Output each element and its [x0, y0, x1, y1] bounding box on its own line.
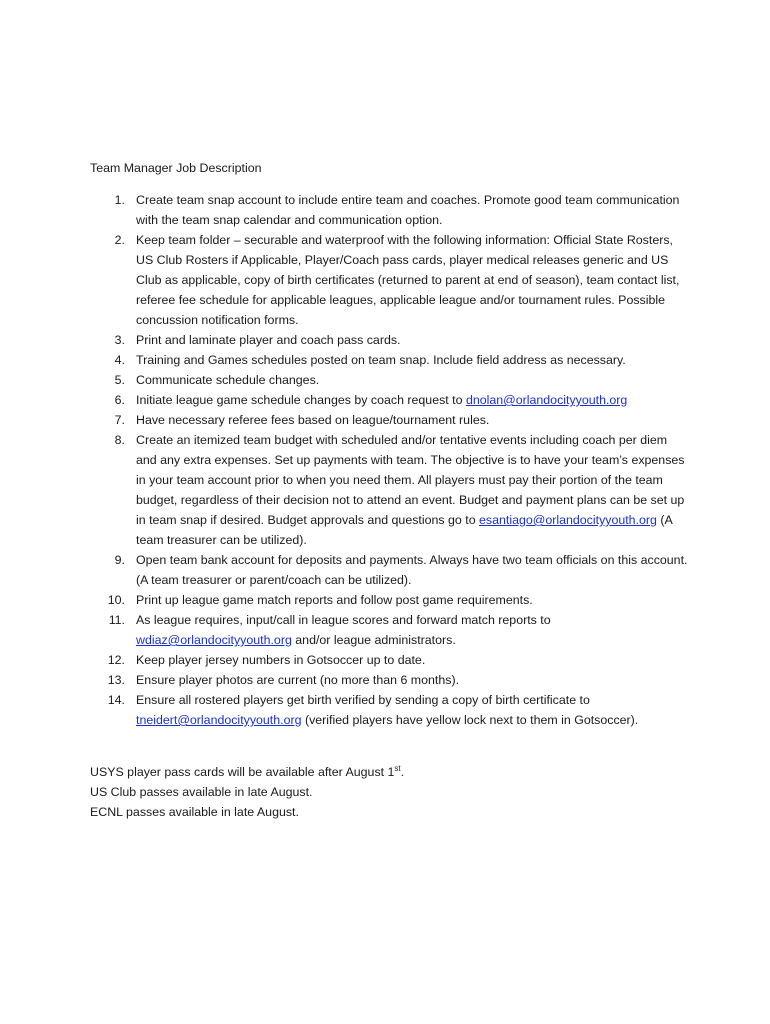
list-item [90, 230, 690, 330]
note-usys [90, 762, 404, 782]
document-title: Team Manager Job Description [90, 161, 262, 175]
list-item [90, 690, 690, 730]
item-text: Print and laminate player and coach pass cards. [136, 333, 401, 347]
item-text: Keep team folder – securable and waterproof with the following information: Official State Rosters, US Club Rosters if Applicable, Player/Coach pass cards, player medical releases generic and US Club as applicable, copy of birth certificates (returned to parent at end of season), team contact list, referee fee schedule for applicable leagues, applicable league and/or tournament rules. Possible concussion notification forms. [136, 233, 680, 327]
item-number: 3. [114, 333, 125, 347]
item-text [136, 693, 638, 727]
email-link-dnolan[interactable]: dnolan@orlandocityyouth.org [465, 393, 628, 407]
item-text-before: Initiate league game schedule changes by coach request to [136, 393, 466, 407]
item-number: 9. [114, 553, 125, 567]
list-item [90, 550, 690, 590]
item-text-before: As league requires, input/call in league scores and forward match reports to [136, 613, 551, 627]
item-text [136, 433, 684, 547]
email-link-esantiago[interactable]: esantiago@orlandocityyouth.org [479, 513, 657, 527]
item-number: 6. [114, 393, 125, 407]
list-item [90, 670, 690, 690]
item-text: Print up league game match reports and follow post game requirements. [136, 593, 533, 607]
list-item [90, 590, 690, 610]
note-us-club: US Club passes available in late August. [90, 785, 313, 799]
list-item [90, 390, 690, 410]
item-number: 11. [108, 613, 125, 627]
item-number: 4. [114, 353, 125, 367]
note-usys-suffix: . [400, 765, 405, 779]
item-text [136, 613, 551, 647]
item-text: Create team snap account to include entire team and coaches. Promote good team communication with the team snap calendar and communication option. [136, 193, 680, 227]
item-text-after: (verified players have yellow lock next to them in Gotsoccer). [301, 713, 639, 727]
item-number: 10. [107, 593, 125, 607]
item-text-before: Ensure all rostered players get birth verified by sending a copy of birth certificate to [136, 693, 590, 707]
email-link-wdiaz[interactable]: wdiaz@orlandocityyouth.org [136, 633, 292, 647]
item-number: 8. [114, 433, 125, 447]
item-text: Training and Games schedules posted on team snap. Include field address as necessary. [136, 353, 626, 367]
item-text: Open team bank account for deposits and payments. Always have two team officials on this account. (A team treasurer or parent/coach can be utilized). [136, 553, 688, 587]
item-text [136, 393, 627, 407]
item-text-after: and/or league administrators. [291, 633, 456, 647]
item-text: Keep player jersey numbers in Gotsoccer up to date. [136, 653, 426, 667]
list-item [90, 330, 690, 350]
task-list [90, 190, 690, 730]
list-item [90, 650, 690, 670]
list-item [90, 610, 690, 650]
list-item [90, 350, 690, 370]
item-text: Communicate schedule changes. [136, 373, 320, 387]
item-number: 12. [107, 653, 125, 667]
list-item [90, 370, 690, 390]
item-number: 14. [107, 693, 125, 707]
item-text: Ensure player photos are current (no more than 6 months). [136, 673, 460, 687]
item-number: 5. [114, 373, 125, 387]
email-link-tneidert[interactable]: tneidert@orlandocityyouth.org [136, 713, 302, 727]
pass-card-notes [90, 762, 404, 822]
list-item [90, 410, 690, 430]
item-text-before: Create an itemized team budget with scheduled and/or tentative events including coach per diem and any extra expenses. Set up payments with team. The objective is to have your team’s expenses in your team account prior to when you need them. All players must pay their portion of the team budget, regardless of their decision not to attend an event. Budget and payment plans can be set up in team snap if desired. Budget approvals and questions go to [136, 433, 685, 527]
note-ecnl: ECNL passes available in late August. [90, 805, 299, 819]
item-text-after: (A team treasurer can be utilized). [136, 513, 673, 547]
note-usys-text: USYS player pass cards will be available after August 1 [90, 765, 395, 779]
list-item [90, 190, 690, 230]
item-number: 7. [114, 413, 125, 427]
note-usys-superscript: st [394, 764, 401, 773]
item-number: 2. [114, 233, 125, 247]
item-number: 1. [114, 193, 125, 207]
list-item [90, 430, 690, 550]
item-text: Have necessary referee fees based on league/tournament rules. [136, 413, 490, 427]
item-number: 13. [107, 673, 125, 687]
